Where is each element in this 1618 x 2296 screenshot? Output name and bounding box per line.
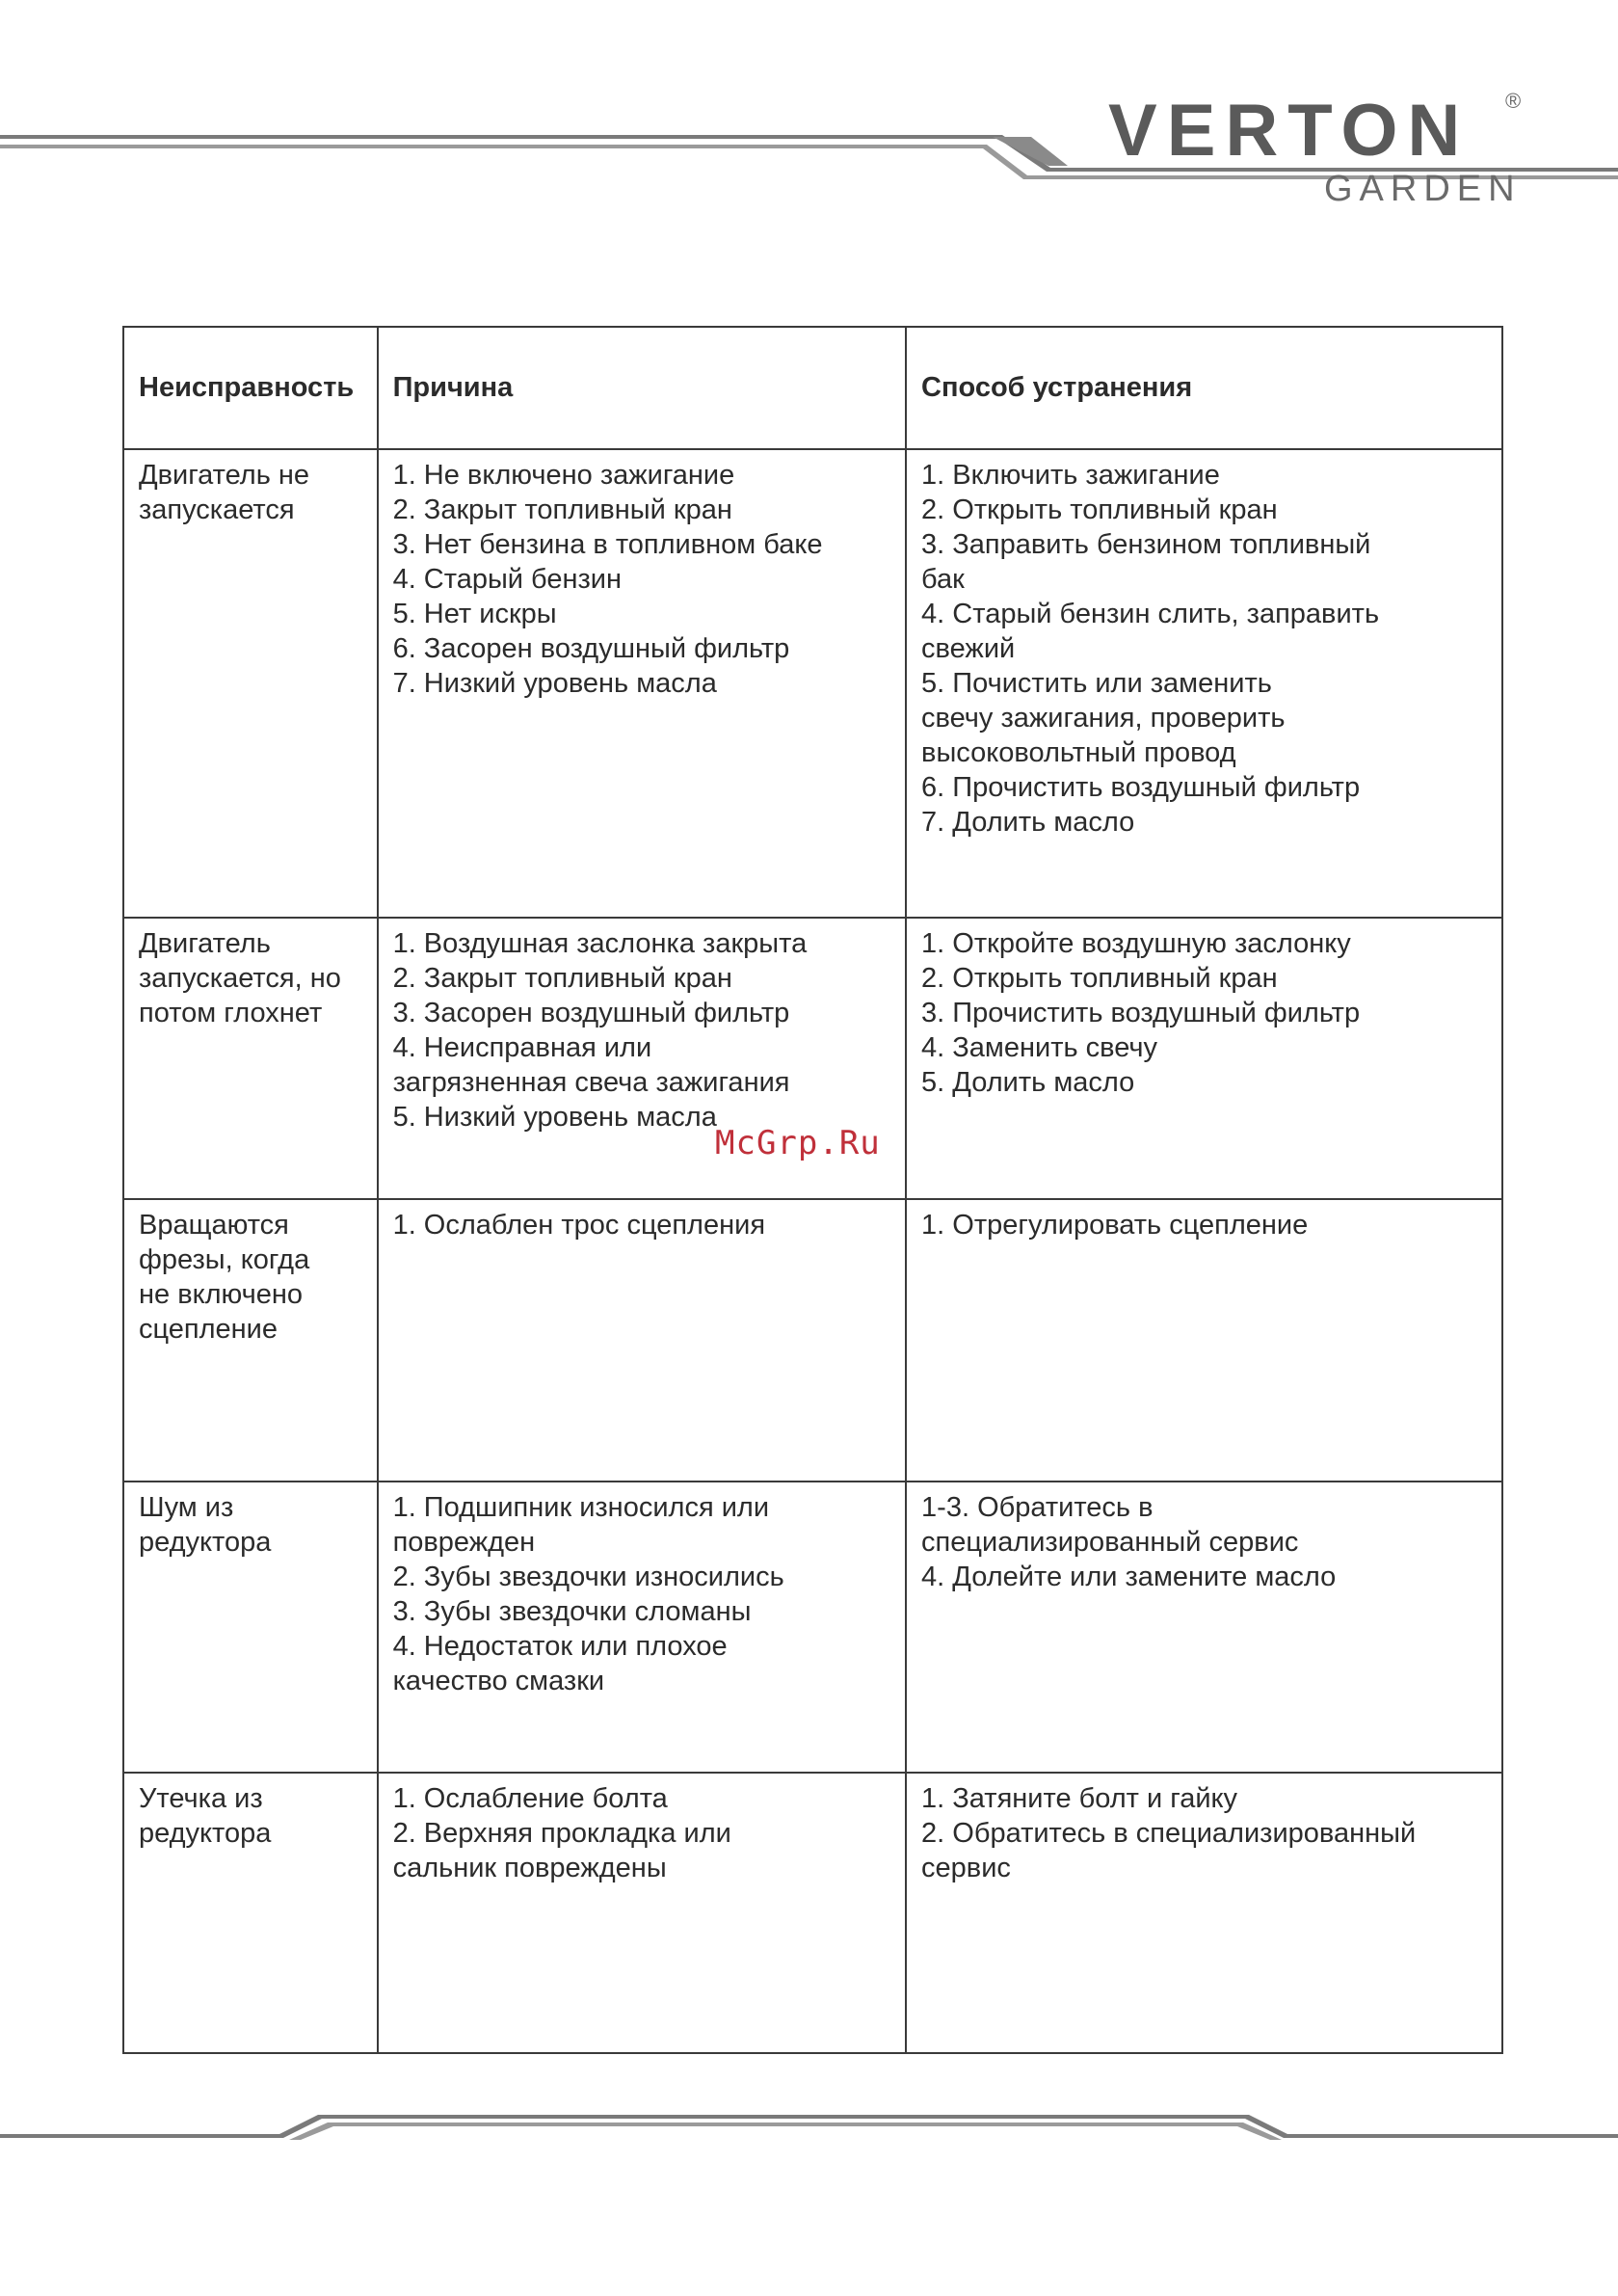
remedy-cell (906, 1773, 1502, 2053)
cause-cell-line: загрязненная свеча зажигания (392, 1067, 790, 1098)
cause-cell-line: 1. Подшипник износился или (392, 1492, 770, 1523)
problem-cell (123, 918, 378, 1199)
problem-cell-line: запускается, но (139, 963, 341, 994)
cause-cell (378, 1199, 906, 1482)
brand-logo (1108, 89, 1532, 218)
cause-cell-line: поврежден (392, 1527, 536, 1558)
cause-cell-line: 5. Нет искры (392, 599, 557, 629)
cause-cell-line: 1. Ослабление болта (392, 1783, 668, 1814)
footer-decoration (0, 2101, 1618, 2149)
remedy-cell-line: 6. Прочистить воздушный фильтр (921, 772, 1361, 803)
remedy-cell-line: бак (921, 564, 965, 595)
cause-cell-line: 7. Низкий уровень масла (392, 668, 717, 699)
cause-cell-line: 2. Закрыт топливный кран (392, 963, 732, 994)
problem-cell (123, 1482, 378, 1773)
cause-cell-line: 5. Низкий уровень масла (392, 1102, 717, 1133)
cause-cell-line: 4. Недостаток или плохое (392, 1631, 728, 1662)
table-row (123, 1482, 1502, 1773)
problem-cell-line: не включено (139, 1279, 304, 1310)
cause-cell-line: 1. Не включено зажигание (392, 460, 735, 491)
cause-cell-line: 4. Старый бензин (392, 564, 622, 595)
problem-cell (123, 449, 378, 918)
problem-cell (123, 1773, 378, 2053)
cause-cell-line: качество смазки (392, 1666, 605, 1696)
remedy-cell-line: 7. Долить масло (921, 807, 1135, 838)
cause-cell-line: 2. Закрыт топливный кран (392, 494, 732, 525)
problem-cell-line: редуктора (139, 1527, 272, 1558)
cause-cell-line: 1. Ослаблен трос сцепления (392, 1210, 766, 1241)
cause-cell-line: 3. Засорен воздушный фильтр (392, 998, 790, 1028)
cause-cell-line: 3. Нет бензина в топливном баке (392, 529, 823, 560)
cause-cell (378, 1482, 906, 1773)
remedy-cell-line: 1-3. Обратитесь в (921, 1492, 1154, 1523)
brand-sub: GARDEN (1324, 169, 1522, 209)
cause-cell-line: 6. Засорен воздушный фильтр (392, 633, 790, 664)
cause-cell-line: 1. Воздушная заслонка закрыта (392, 928, 808, 959)
problem-cell-line: запускается (139, 494, 295, 525)
problem-cell-line: сцепление (139, 1314, 279, 1345)
remedy-cell-line: 4. Долейте или замените масло (921, 1562, 1337, 1592)
remedy-cell-line: 3. Заправить бензином топливный (921, 529, 1371, 560)
table-header-row (123, 327, 1502, 449)
cause-cell-line: 2. Зубы звездочки износились (392, 1562, 784, 1592)
remedy-cell-line: высоковольтный провод (921, 737, 1236, 768)
troubleshooting-table (122, 326, 1503, 2054)
watermark: McGrp.Ru (715, 1124, 881, 1162)
header-cause: Причина (378, 327, 906, 449)
remedy-cell-line: 5. Долить масло (921, 1067, 1135, 1098)
remedy-cell-line: 4. Заменить свечу (921, 1032, 1158, 1063)
remedy-cell-line: 4. Старый бензин слить, заправить (921, 599, 1380, 629)
registered-mark: ® (1505, 89, 1522, 113)
problem-cell-line: Утечка из (139, 1783, 263, 1814)
header-remedy: Способ устранения (906, 327, 1502, 449)
remedy-cell-line: 3. Прочистить воздушный фильтр (921, 998, 1361, 1028)
remedy-cell (906, 1199, 1502, 1482)
remedy-cell (906, 449, 1502, 918)
cause-cell-line: 4. Неисправная или (392, 1032, 652, 1063)
remedy-cell-line: 5. Почистить или заменить (921, 668, 1272, 699)
remedy-cell (906, 1482, 1502, 1773)
remedy-cell-line: специализированный сервис (921, 1527, 1299, 1558)
remedy-cell-line: 2. Открыть топливный кран (921, 963, 1278, 994)
problem-cell (123, 1199, 378, 1482)
problem-cell-line: фрезы, когда (139, 1244, 310, 1275)
remedy-cell-line: 2. Обратитесь в специализированный (921, 1818, 1417, 1849)
header-problem: Неисправность (123, 327, 378, 449)
remedy-cell-line: 1. Затяните болт и гайку (921, 1783, 1238, 1814)
remedy-cell (906, 918, 1502, 1199)
table-row (123, 1773, 1502, 2053)
remedy-cell-line: 1. Откройте воздушную заслонку (921, 928, 1351, 959)
remedy-cell-line: 1. Включить зажигание (921, 460, 1220, 491)
problem-cell-line: потом глохнет (139, 998, 323, 1028)
brand-name: VERTON (1108, 90, 1471, 172)
remedy-cell-line: 2. Открыть топливный кран (921, 494, 1278, 525)
problem-cell-line: Вращаются (139, 1210, 289, 1241)
problem-cell-line: редуктора (139, 1818, 272, 1849)
table-row (123, 449, 1502, 918)
cause-cell-line: 2. Верхняя прокладка или (392, 1818, 731, 1849)
table-row (123, 1199, 1502, 1482)
remedy-cell-line: 1. Отрегулировать сцепление (921, 1210, 1309, 1241)
problem-cell-line: Двигатель не (139, 460, 310, 491)
cause-cell (378, 449, 906, 918)
remedy-cell-line: свечу зажигания, проверить (921, 703, 1286, 734)
problem-cell-line: Шум из (139, 1492, 234, 1523)
cause-cell-line: 3. Зубы звездочки сломаны (392, 1596, 752, 1627)
remedy-cell-line: сервис (921, 1853, 1011, 1883)
problem-cell-line: Двигатель (139, 928, 271, 959)
cause-cell (378, 1773, 906, 2053)
remedy-cell-line: свежий (921, 633, 1016, 664)
cause-cell-line: сальник повреждены (392, 1853, 667, 1883)
